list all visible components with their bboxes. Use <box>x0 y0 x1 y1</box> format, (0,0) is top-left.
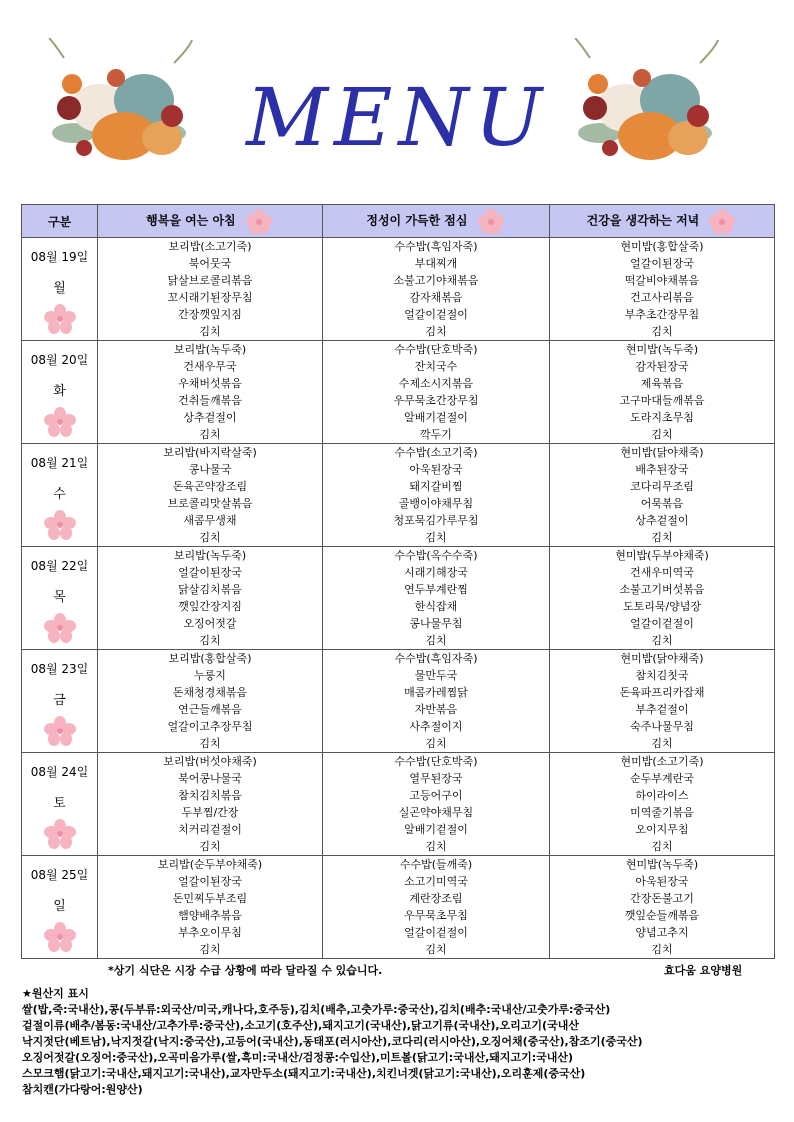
day-cell <box>22 856 98 959</box>
dinner-cell <box>550 547 775 650</box>
menu-item: 돈육파프리카잡채 <box>619 686 705 699</box>
day-weekday: 월 <box>53 281 66 296</box>
menu-item: 얼갈이된장국 <box>630 257 694 270</box>
menu-item: 돈채청경채볶음 <box>172 686 248 699</box>
menu-item: 부추겉절이 <box>635 703 689 716</box>
menu-item: 콩나물무침 <box>409 617 463 630</box>
dinner-cell <box>550 753 775 856</box>
menu-item: 얼갈이고추장무침 <box>167 720 253 733</box>
table-header-row <box>22 205 775 238</box>
menu-item: 알배기겉절이 <box>404 411 468 424</box>
origin-line: 낙지젓단(베트남),낙지젓갈(낙지:중국산),고등어(국내산),동태포(러시아산),코다리(러시아산),오징어채(중국산),참조기(중국산) <box>22 1035 643 1048</box>
menu-item: 김치 <box>425 531 447 544</box>
menu-item: 누룽지 <box>194 669 226 682</box>
menu-item: 북어뭇국 <box>188 257 232 270</box>
origin-title: ★원산지 표시 <box>22 987 89 1000</box>
menu-item: 김치 <box>199 840 221 853</box>
flower-icon <box>44 922 76 952</box>
menu-title: MENU <box>246 71 548 164</box>
menu-item: 오징어젓갈 <box>183 617 237 630</box>
menu-item: 우채버섯볶음 <box>178 377 242 390</box>
menu-item: 수수밥(들깨죽) <box>399 858 473 871</box>
menu-item: 현미밥(홍합살죽) <box>620 240 704 253</box>
menu-item: 현미밥(닭야채죽) <box>620 446 704 459</box>
day-row <box>22 238 775 341</box>
day-date: 08월 20일 <box>30 353 89 367</box>
day-cell <box>22 444 98 547</box>
day-cell <box>22 753 98 856</box>
menu-item: 열무된장국 <box>409 772 463 785</box>
menu-item: 두부찜/간장 <box>181 806 239 819</box>
flower-icon <box>44 407 76 437</box>
menu-item: 돈민찌두부조림 <box>172 892 248 905</box>
menu-item: 깻잎순들깨볶음 <box>624 909 700 922</box>
menu-item: 시래기해장국 <box>404 566 468 579</box>
menu-item: 제육볶음 <box>640 377 684 390</box>
flower-icon <box>44 304 76 334</box>
menu-item: 브로콜리맛살볶음 <box>167 497 253 510</box>
menu-item: 우무묵초간장무침 <box>393 394 479 407</box>
flower-icon <box>44 819 76 849</box>
origin-line: 겉절이류(배추/봄동:국내산/고추가루:중국산),소고기(호주산),돼지고기(국내산),닭고기류(국내산),오리고기(국내산 <box>22 1019 579 1032</box>
menu-item: 닭살브로콜리볶음 <box>167 274 253 287</box>
dinner-cell <box>550 444 775 547</box>
menu-item: 코다리무조림 <box>630 480 694 493</box>
day-row <box>22 856 775 959</box>
menu-item: 참치김칫국 <box>635 669 689 682</box>
origin-line: 쌀(밥,죽:국내산),콩(두부류:외국산/미국,캐나다,호주등),김치(배추,고춧가루:중국산),김치(배추:국내산/고춧가루:중국산) <box>22 1003 611 1016</box>
menu-item: 현미밥(녹두죽) <box>625 343 699 356</box>
menu-item: 오이지무침 <box>635 823 689 836</box>
day-weekday: 목 <box>53 590 66 605</box>
flower-icon <box>244 208 274 234</box>
day-row <box>22 547 775 650</box>
origin-line: 오징어젓갈(오징어:중국산),오곡미음가루(쌀,흑미:국내산/검정콩:수입산),미트볼(닭고기:국내산,돼지고기:국내산) <box>22 1051 574 1064</box>
day-cell <box>22 238 98 341</box>
menu-item: 도토리묵/양념장 <box>622 600 702 613</box>
menu-item: 김치 <box>425 325 447 338</box>
day-row <box>22 753 775 856</box>
menu-item: 김치 <box>651 943 673 956</box>
dinner-cell <box>550 650 775 753</box>
day-date: 08월 21일 <box>30 456 89 470</box>
menu-item: 보리밥(순두부야채죽) <box>157 858 263 871</box>
breakfast-cell <box>98 444 323 547</box>
menu-item: 수수밥(단호박죽) <box>394 343 478 356</box>
header-breakfast <box>98 205 323 238</box>
menu-item: 치커리겉절이 <box>178 823 242 836</box>
menu-item: 알배기겉절이 <box>404 823 468 836</box>
breakfast-cell <box>98 341 323 444</box>
day-date: 08월 19일 <box>30 250 89 264</box>
menu-item: 김치 <box>651 325 673 338</box>
menu-item: 햄양배추볶음 <box>178 909 242 922</box>
flower-icon <box>707 208 737 234</box>
menu-item: 미역줄기볶음 <box>630 806 694 819</box>
lunch-cell <box>323 238 550 341</box>
lunch-cell <box>323 753 550 856</box>
menu-item: 현미밥(소고기죽) <box>620 755 704 768</box>
day-weekday: 일 <box>53 899 66 914</box>
menu-item: 어묵볶음 <box>640 497 684 510</box>
day-row <box>22 650 775 753</box>
day-date: 08월 24일 <box>30 765 89 779</box>
menu-item: 보리밥(버섯야채죽) <box>163 755 257 768</box>
menu-item: 김치 <box>425 840 447 853</box>
header-lunch <box>323 205 550 238</box>
header-lunch-label: 정성이 가득한 점심 <box>366 213 468 228</box>
menu-item: 현미밥(녹두죽) <box>625 858 699 871</box>
menu-item: 떡갈비야채볶음 <box>624 274 700 287</box>
menu-item: 돈육곤약장조림 <box>172 480 248 493</box>
lunch-cell <box>323 444 550 547</box>
flower-icon <box>44 510 76 540</box>
menu-item: 수수밥(옥수수죽) <box>394 549 478 562</box>
menu-item: 우무묵초무침 <box>404 909 468 922</box>
dinner-cell <box>550 856 775 959</box>
flower-icon <box>44 716 76 746</box>
menu-item: 깍두기 <box>420 428 452 441</box>
menu-item: 건새우미역국 <box>630 566 694 579</box>
menu-item: 김치 <box>199 634 221 647</box>
menu-item: 수수밥(흑임자죽) <box>394 652 478 665</box>
menu-item: 소불고기버섯볶음 <box>619 583 705 596</box>
menu-item: 소불고기야채볶음 <box>393 274 479 287</box>
day-row <box>22 444 775 547</box>
menu-item: 김치 <box>199 943 221 956</box>
header-category-label: 구분 <box>47 214 72 229</box>
menu-item: 감자채볶음 <box>409 291 463 304</box>
weekly-menu-table <box>21 204 775 959</box>
menu-item: 김치 <box>651 840 673 853</box>
menu-item: 보리밥(소고기죽) <box>168 240 252 253</box>
menu-item: 계란장조림 <box>409 892 463 905</box>
menu-item: 순두부계란국 <box>630 772 694 785</box>
menu-item: 수수밥(흑임자죽) <box>394 240 478 253</box>
menu-item: 얼갈이겉절이 <box>404 308 468 321</box>
menu-item: 현미밥(두부야채죽) <box>615 549 709 562</box>
day-weekday: 토 <box>53 796 66 811</box>
lunch-cell <box>323 547 550 650</box>
menu-item: 깻잎간장지짐 <box>178 600 242 613</box>
menu-item: 김치 <box>425 943 447 956</box>
dinner-cell <box>550 341 775 444</box>
menu-item: 보리밥(녹두죽) <box>173 343 247 356</box>
origin-section <box>22 986 782 1098</box>
menu-item: 물만두국 <box>414 669 458 682</box>
flower-icon <box>476 208 506 234</box>
menu-item: 사추절이지 <box>409 720 463 733</box>
lunch-cell <box>323 856 550 959</box>
day-date: 08월 23일 <box>30 662 89 676</box>
day-weekday: 금 <box>53 693 66 708</box>
menu-item: 김치 <box>651 737 673 750</box>
breakfast-cell <box>98 753 323 856</box>
menu-item: 김치 <box>425 634 447 647</box>
menu-item: 연두부계란찜 <box>404 583 468 596</box>
menu-item: 부추오이무침 <box>178 926 242 939</box>
menu-item: 잔치국수 <box>414 360 458 373</box>
day-weekday: 화 <box>53 384 66 399</box>
menu-item: 간장돈불고기 <box>630 892 694 905</box>
header-dinner <box>550 205 775 238</box>
menu-item: 건새우무국 <box>183 360 237 373</box>
menu-item: 감자된장국 <box>635 360 689 373</box>
menu-item: 아욱된장국 <box>409 463 463 476</box>
menu-item: 부추초간장무침 <box>624 308 700 321</box>
menu-item: 하이라이스 <box>635 789 689 802</box>
menu-item: 김치 <box>651 634 673 647</box>
menu-item: 김치 <box>651 531 673 544</box>
menu-item: 김치 <box>199 737 221 750</box>
menu-item: 수제소시지볶음 <box>398 377 474 390</box>
menu-item: 매콤카레찜닭 <box>404 686 468 699</box>
menu-item: 연근들깨볶음 <box>178 703 242 716</box>
lunch-cell <box>323 650 550 753</box>
header-category <box>22 205 98 238</box>
menu-item: 수수밥(단호박죽) <box>394 755 478 768</box>
menu-item: 현미밥(닭야채죽) <box>620 652 704 665</box>
menu-item: 숙주나물무침 <box>630 720 694 733</box>
menu-item: 아욱된장국 <box>635 875 689 888</box>
menu-item: 상추겉절이 <box>635 514 689 527</box>
menu-item: 보리밥(바지락살죽) <box>163 446 257 459</box>
lunch-cell <box>323 341 550 444</box>
menu-item: 청포묵김가루무침 <box>393 514 479 527</box>
breakfast-cell <box>98 856 323 959</box>
menu-item: 보리밥(홍합살죽) <box>168 652 252 665</box>
menu-item: 한식잡채 <box>414 600 458 613</box>
menu-item: 김치 <box>425 737 447 750</box>
origin-line: 스모크햄(닭고기:국내산,돼지고기:국내산),교자만두소(돼지고기:국내산),치킨너겟(닭고기:국내산),오리훈제(중국산) <box>22 1067 586 1080</box>
menu-item: 북어콩나물국 <box>178 772 242 785</box>
menu-item: 김치 <box>651 428 673 441</box>
menu-item: 도라지초무침 <box>630 411 694 424</box>
menu-item: 건고사리볶음 <box>630 291 694 304</box>
dinner-cell <box>550 238 775 341</box>
breakfast-cell <box>98 547 323 650</box>
menu-item: 얼갈이겉절이 <box>404 926 468 939</box>
menu-item: 골뱅이야채무침 <box>398 497 474 510</box>
menu-item: 상추겉절이 <box>183 411 237 424</box>
day-row <box>22 341 775 444</box>
menu-item: 배추된장국 <box>635 463 689 476</box>
menu-item: 꼬시래기된장무침 <box>167 291 253 304</box>
day-cell <box>22 547 98 650</box>
menu-item: 김치 <box>199 325 221 338</box>
menu-item: 얼갈이된장국 <box>178 566 242 579</box>
hospital-name: 효다움 요양병원 <box>664 964 743 977</box>
header-breakfast-label: 행복을 여는 아침 <box>146 213 236 228</box>
footnote: *상기 식단은 시장 수급 상황에 따라 달라질 수 있습니다. <box>108 964 383 977</box>
menu-item: 고구마대들깨볶음 <box>619 394 705 407</box>
menu-item: 소고기미역국 <box>404 875 468 888</box>
menu-item: 고등어구이 <box>409 789 463 802</box>
menu-item: 김치 <box>199 531 221 544</box>
day-date: 08월 25일 <box>30 868 89 882</box>
origin-line: 참치캔(가다랑어:원양산) <box>22 1083 143 1096</box>
day-cell <box>22 650 98 753</box>
menu-item: 얼갈이된장국 <box>178 875 242 888</box>
day-cell <box>22 341 98 444</box>
flower-icon <box>44 613 76 643</box>
menu-item: 수수밥(소고기죽) <box>394 446 478 459</box>
menu-item: 간장깻잎지짐 <box>178 308 242 321</box>
menu-item: 실곤약야채무침 <box>398 806 474 819</box>
menu-item: 콩나물국 <box>188 463 232 476</box>
menu-item: 자반볶음 <box>414 703 458 716</box>
menu-item: 얼갈이겉절이 <box>630 617 694 630</box>
breakfast-cell <box>98 238 323 341</box>
menu-item: 닭살김치볶음 <box>178 583 242 596</box>
menu-item: 건취들깨볶음 <box>178 394 242 407</box>
breakfast-cell <box>98 650 323 753</box>
menu-item: 새콤무생채 <box>183 514 237 527</box>
day-date: 08월 22일 <box>30 559 89 573</box>
menu-item: 보리밥(녹두죽) <box>173 549 247 562</box>
menu-item: 부대찌개 <box>414 257 458 270</box>
menu-item: 양념고추지 <box>635 926 689 939</box>
day-weekday: 수 <box>53 487 66 502</box>
header-dinner-label: 건강을 생각하는 저녁 <box>586 213 700 228</box>
menu-item: 돼지갈비찜 <box>409 480 463 493</box>
menu-item: 김치 <box>199 428 221 441</box>
menu-item: 참치김치볶음 <box>178 789 242 802</box>
